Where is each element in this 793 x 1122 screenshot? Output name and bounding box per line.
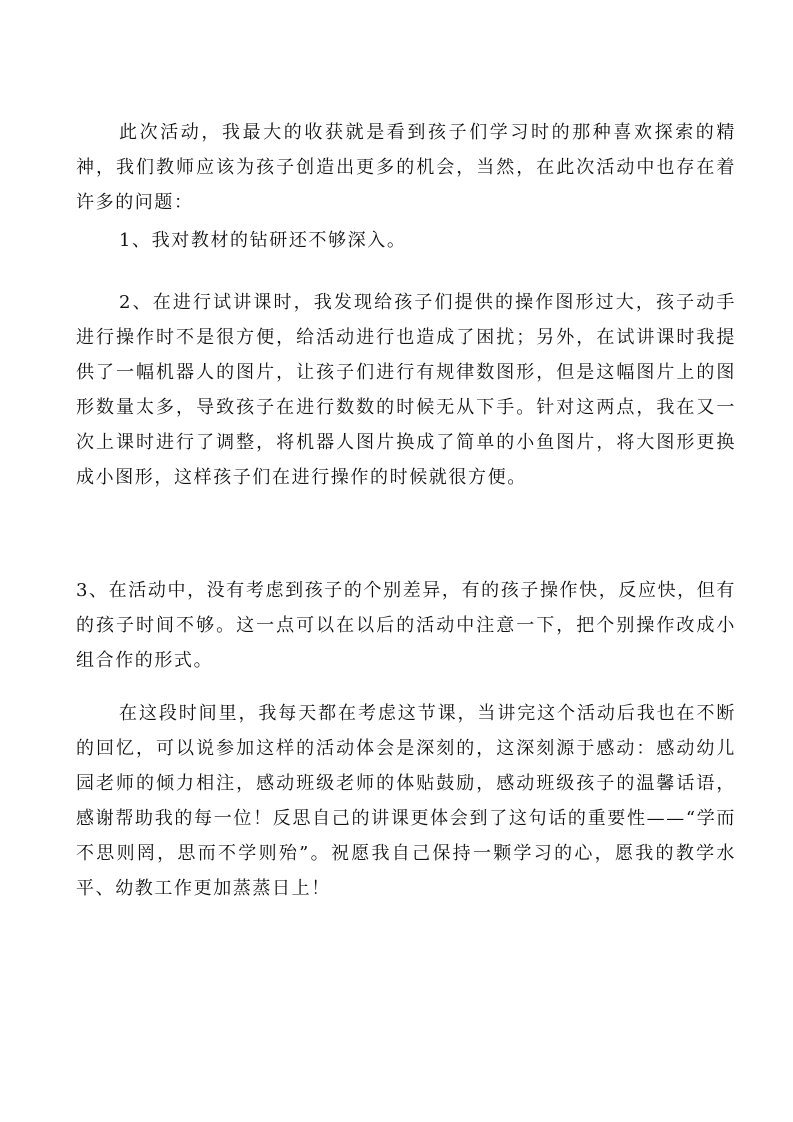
paragraph-issue-1: 1、我对教材的钻研还不够深入。 [119, 230, 407, 251]
paragraph-conclusion: 在这段时间里，我每天都在考虑这节课，当讲完这个活动后我也在不断的回忆，可以说参加这样的活动体会是深刻的，这深刻源于感动：感动幼儿园老师的倾力相注，感动班级老师的体贴鼓励，感动班级孩子的温馨话语，感谢帮助我的每一位！反思自己的讲课更体会到了这句话的重要性——“学而不思则罔，思而不学则殆”。祝愿我自己保持一颗学习的心，愿我的教学水平、幼教工作更加蒸蒸日上！ [76, 703, 736, 899]
paragraph-reflection-intro: 此次活动，我最大的收获就是看到孩子们学习时的那种喜欢探索的精神，我们教师应该为孩子创造出更多的机会，当然，在此次活动中也存在着许多的问题： [76, 122, 736, 213]
paragraph-issue-3: 3、在活动中，没有考虑到孩子的个别差异，有的孩子操作快，反应快，但有的孩子时间不够。这一点可以在以后的活动中注意一下，把个别操作改成小组合作的形式。 [76, 580, 736, 671]
paragraph-issue-2: 2、在进行试讲课时，我发现给孩子们提供的操作图形过大，孩子动手进行操作时不是很方便，给活动进行也造成了困扰；另外，在试讲课时我提供了一幅机器人的图片，让孩子们进行有规律数图形，但是这幅图片上的图形数量太多，导致孩子在进行数数的时候无从下手。针对这两点，我在又一次上课时进行了调整，将机器人图片换成了简单的小鱼图片，将大图形更换成小图形，这样孩子们在进行操作的时候就很方便。 [76, 292, 736, 488]
